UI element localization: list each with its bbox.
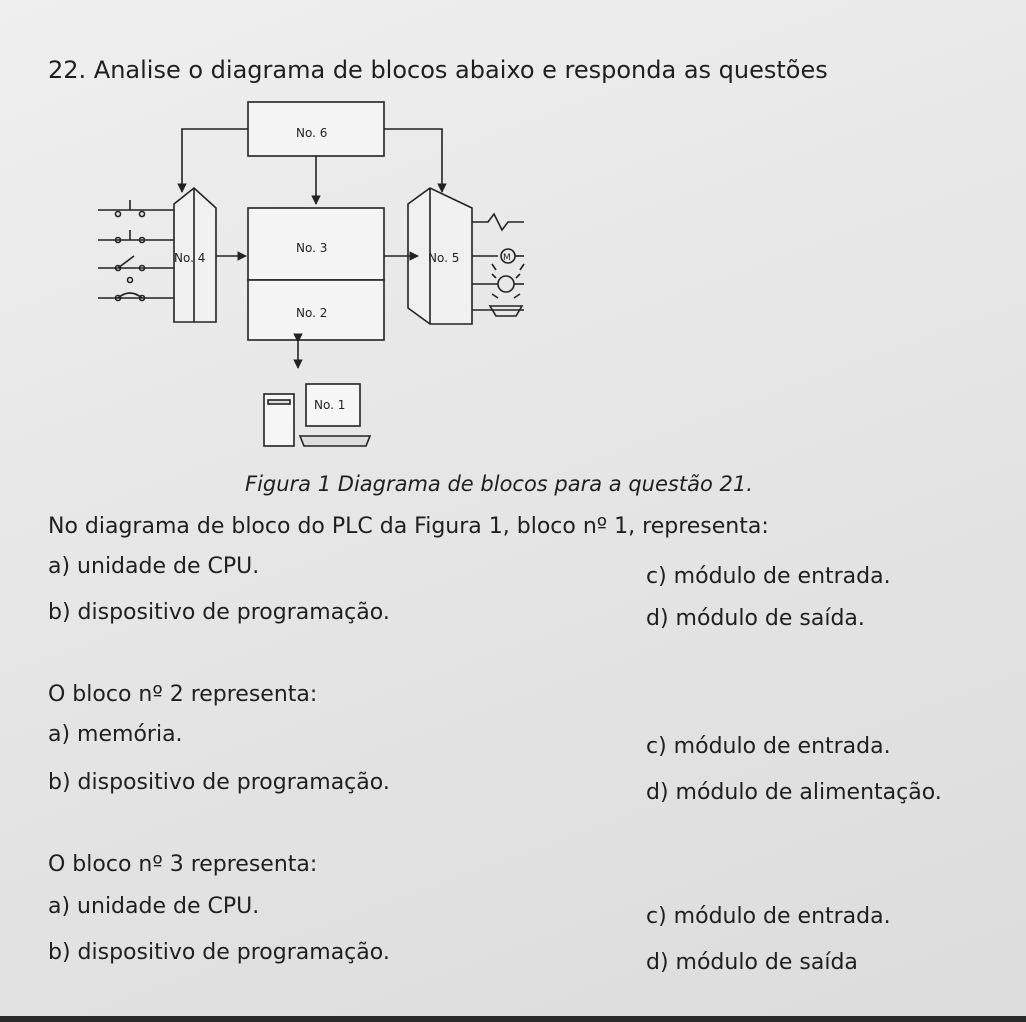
q1-option-b: b) dispositivo de programação. bbox=[48, 600, 390, 625]
q2-option-b: b) dispositivo de programação. bbox=[48, 770, 390, 795]
block-4-label: No. 4 bbox=[174, 251, 206, 265]
q3-option-c: c) módulo de entrada. bbox=[646, 904, 891, 929]
q2-option-c: c) módulo de entrada. bbox=[646, 734, 891, 759]
motor-symbol: M bbox=[503, 253, 511, 263]
q1-option-a: a) unidade de CPU. bbox=[48, 554, 260, 579]
q1-option-c: c) módulo de entrada. bbox=[646, 564, 891, 589]
block-6-label: No. 6 bbox=[296, 126, 328, 140]
q3-prompt: O bloco nº 3 representa: bbox=[48, 852, 318, 877]
figure-caption: Figura 1 Diagrama de blocos para a questão 21. bbox=[245, 472, 753, 496]
block-2-label: No. 2 bbox=[296, 306, 328, 320]
q3-option-a: a) unidade de CPU. bbox=[48, 894, 260, 919]
output-loads bbox=[472, 214, 524, 316]
q1-option-d: d) módulo de saída. bbox=[646, 606, 865, 631]
block-1-label: No. 1 bbox=[314, 398, 346, 412]
q3-option-b: b) dispositivo de programação. bbox=[48, 940, 390, 965]
q2-option-d: d) módulo de alimentação. bbox=[646, 780, 942, 805]
plc-block-diagram bbox=[88, 96, 558, 456]
programming-device bbox=[264, 384, 370, 446]
page-bottom-edge bbox=[0, 1016, 1026, 1022]
question-title: 22. Analise o diagrama de blocos abaixo e responda as questões bbox=[48, 56, 828, 84]
q3-option-d: d) módulo de saída bbox=[646, 950, 858, 975]
q1-prompt: No diagrama de bloco do PLC da Figura 1, bloco nº 1, representa: bbox=[48, 514, 769, 539]
q2-prompt: O bloco nº 2 representa: bbox=[48, 682, 318, 707]
q2-option-a: a) memória. bbox=[48, 722, 183, 747]
block-5-label: No. 5 bbox=[428, 251, 460, 265]
block-3-label: No. 3 bbox=[296, 241, 328, 255]
input-switches bbox=[98, 200, 174, 301]
